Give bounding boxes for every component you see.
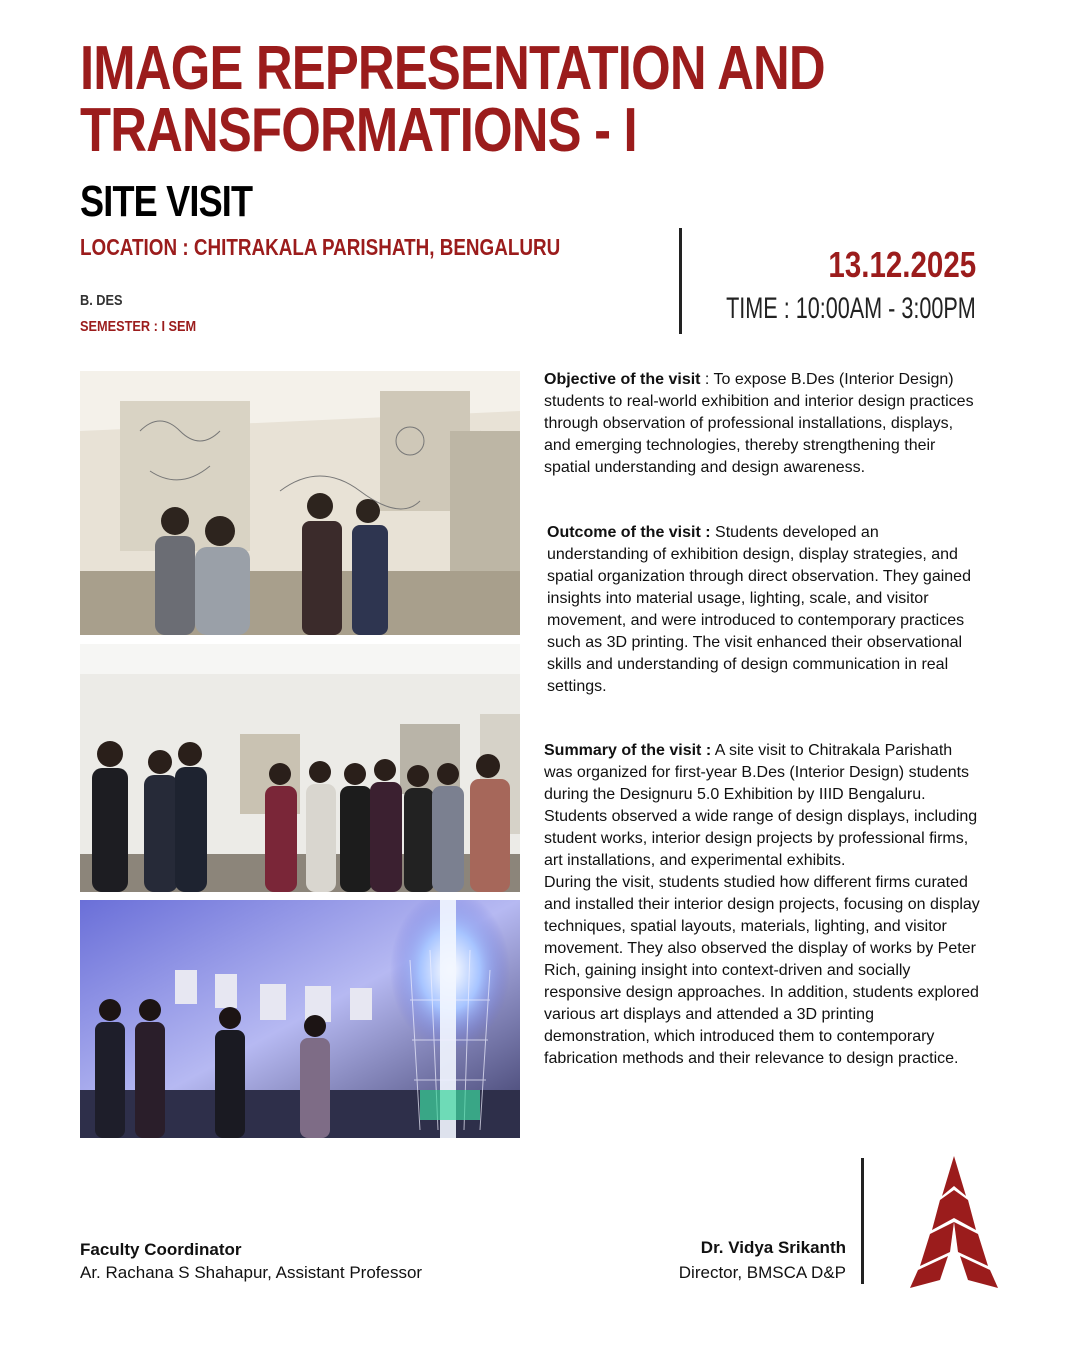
summary-text: A site visit to Chitrakala Parishath was organized for first-year B.Des (Interior Design) students during the Designuru 5.0 Exhibition by IIID Bengaluru. Students observed a wide range of design displays, including student works, interior design projects by professional firms, art installations, and experimental exhibits. <box>544 742 978 869</box>
location-label: LOCATION : CHITRAKALA PARISHATH, BENGALURU <box>80 234 561 260</box>
subtitle: SITE VISIT <box>80 177 253 226</box>
divider-top <box>679 228 682 334</box>
objective-text: : To expose B.Des (Interior Design) students to real-world exhibition and interior design practices through observation of professional installations, displays, and emerging technologies, thereby strengthening their spatial understanding and design awareness. <box>544 371 974 476</box>
outcome-label: Outcome of the visit : <box>547 524 711 541</box>
title-line-2: TRANSFORMATIONS - I <box>80 96 637 165</box>
installation-photo <box>80 900 520 1138</box>
group-photo <box>80 644 520 892</box>
summary-paragraph <box>544 740 984 1070</box>
program-label: B. DES <box>80 292 123 309</box>
summary-label: Summary of the visit : <box>544 742 712 759</box>
coordinator-title: Faculty Coordinator <box>80 1240 242 1259</box>
exhibition-photo-1 <box>80 371 520 635</box>
semester-label: SEMESTER : I SEM <box>80 318 197 335</box>
divider-bottom <box>861 1158 864 1284</box>
event-date: 13.12.2025 <box>828 244 976 285</box>
outcome-text: Students developed an understanding of exhibition design, display strategies, and spatial organization through direct observation. They gained insights into material usage, lighting, scale, and visitor movement, and were introduced to contemporary practices such as 3D printing. The visit enhanced their observational skills and understanding of design communication in real settings. <box>547 524 971 695</box>
event-time: TIME : 10:00AM - 3:00PM <box>726 292 976 325</box>
objective-label: Objective of the visit <box>544 371 701 388</box>
title-line-1: IMAGE REPRESENTATION AND <box>80 34 825 103</box>
director-name: Dr. Vidya Srikanth <box>700 1238 846 1257</box>
director-role: Director, BMSCA D&P <box>678 1263 846 1282</box>
page-title <box>80 34 825 165</box>
outcome-paragraph <box>547 522 977 698</box>
objective-paragraph <box>544 369 984 479</box>
triangle-logo-icon <box>910 1156 998 1288</box>
summary-text-2: During the visit, students studied how different firms curated and installed their interior design projects, focusing on display techniques, spatial layouts, materials, lighting, and visitor movement. They also observed the display of works by Peter Rich, gaining insight into context-driven and socially responsive design approaches. In addition, students explored various art displays and attended a 3D printing demonstration, which introduced them to contemporary fabrication methods and their relevance to design practice. <box>544 874 980 1067</box>
coordinator-name: Ar. Rachana S Shahapur, Assistant Professor <box>80 1263 423 1282</box>
